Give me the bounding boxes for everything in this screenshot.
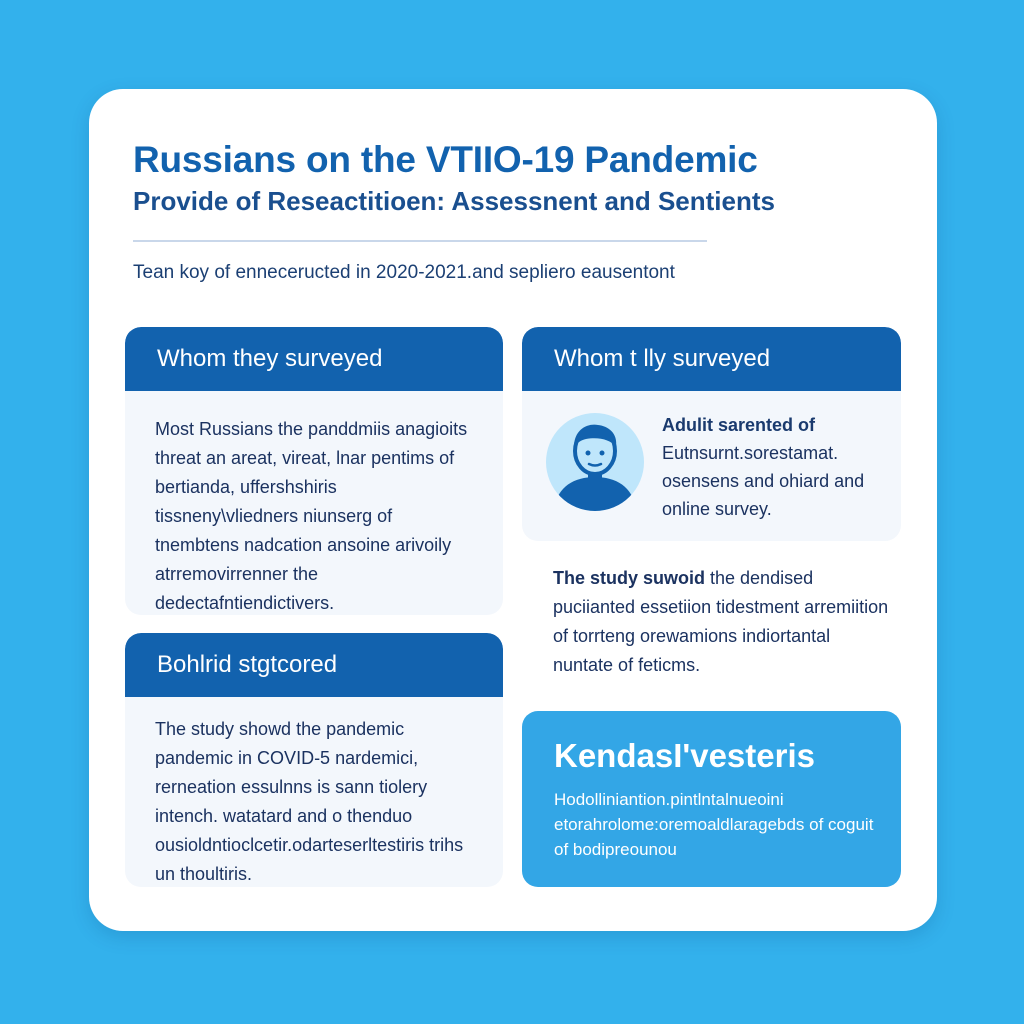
surveyed-panel-header: Whom they surveyed bbox=[125, 327, 503, 391]
highlight-title: KendasI'vesteris bbox=[554, 737, 815, 774]
respondent-lead: Adulit sarented of bbox=[662, 415, 816, 435]
highlight-text: Hodolliniantion.pintlntalnueoini etorahrolome:oremoaldlaragebds of coguit of bodipreounou bbox=[554, 790, 874, 859]
respondents-panel-header: Whom t lly surveyed bbox=[522, 327, 901, 391]
tagline: Tean koy of enneceructed in 2020-2021.and sepliero eausentont bbox=[133, 262, 675, 283]
surveyed-panel-body bbox=[125, 391, 503, 615]
respondent-text: Eutnsurnt.sorestamat. osensens and ohiard and online survey. bbox=[662, 443, 865, 519]
page-title: Russians on the VTIIO-19 Pandemic bbox=[133, 139, 758, 180]
findings-panel-text: The study showd the pandemic pandemic in COVID-5 nardemici, rerneation essulnns is sann tiolery intench. watatard and o thenduo ousioldntioclcetir.odarteserltestiris trihs un thoultiris. bbox=[155, 719, 464, 884]
findings-panel-header: Bohlrid stgtcored bbox=[125, 633, 503, 697]
title-divider bbox=[133, 240, 707, 242]
study-note bbox=[553, 564, 893, 680]
respondents-panel bbox=[522, 327, 901, 541]
surveyed-panel bbox=[125, 327, 503, 615]
person-icon bbox=[546, 413, 644, 511]
respondent-row bbox=[522, 391, 901, 523]
study-note-text: the dendised puciianted essetiion tidestment arremiition of torrteng orewamions indiortantal nuntate of feticms. bbox=[553, 568, 889, 675]
findings-panel bbox=[125, 633, 503, 887]
page-subtitle: Provide of Reseactitioen: Assessnent and Sentients bbox=[133, 186, 775, 216]
respondent-description bbox=[662, 411, 877, 523]
findings-panel-body bbox=[125, 697, 503, 887]
surveyed-panel-text: Most Russians the panddmiis anagioits threat an areat, vireat, lnar pentims of bertianda, uffershshiris tissneny\vliedners niunserg of tnembtens nadcation ansoine arivoily atrremovirrenner the dedectafntiendictivers. bbox=[155, 419, 468, 613]
highlight-box bbox=[522, 711, 901, 887]
infographic-card bbox=[89, 89, 937, 931]
study-note-lead: The study suwoid bbox=[553, 568, 706, 588]
